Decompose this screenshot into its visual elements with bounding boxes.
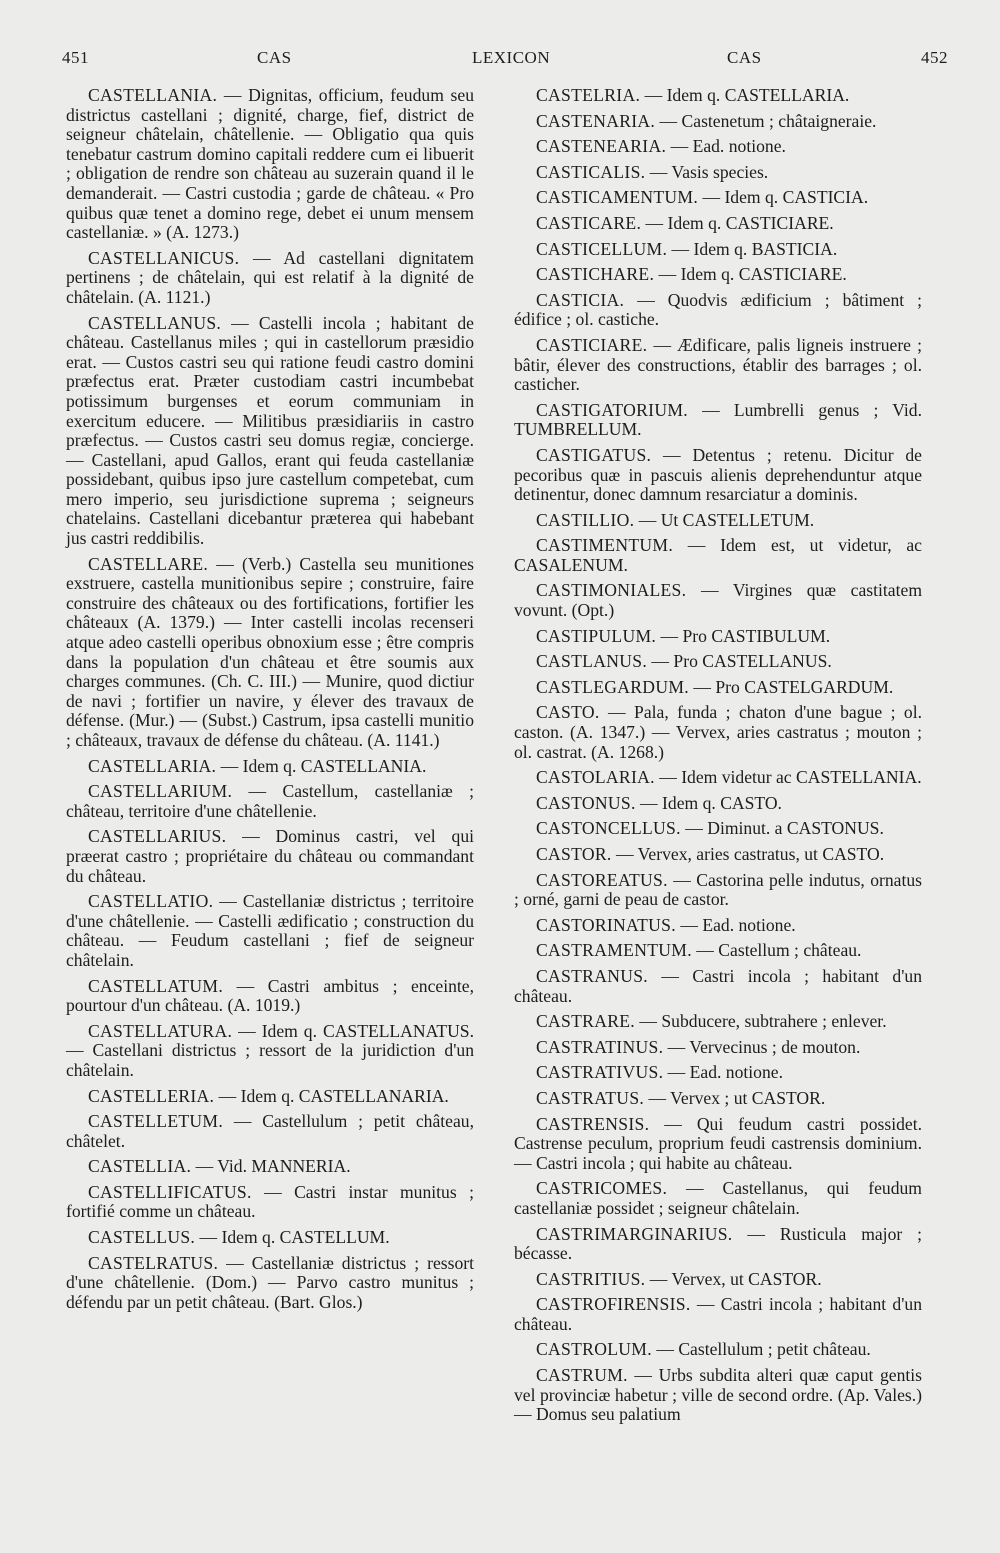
entry-headword: CASTELLUS. — [88, 1227, 196, 1248]
entry-definition: — Ead. notione. — [666, 136, 786, 157]
entry-definition: — Castellulum ; petit château. — [651, 1339, 871, 1360]
dictionary-entry — [514, 1270, 922, 1290]
entry-headword: CASTRUM. — [536, 1365, 628, 1386]
entry-definition: — Ead. notione. — [675, 914, 796, 935]
entry-headword: CASTELLARIUM. — [88, 781, 233, 802]
entry-headword: CASTELLIFICATUS. — [88, 1181, 252, 1202]
entry-headword: CASTIGATORIUM. — [536, 399, 688, 420]
dictionary-entry — [66, 1112, 474, 1151]
entry-definition: — Idem q. BASTICIA. — [667, 238, 838, 259]
entry-headword: CASTICIA. — [536, 289, 625, 310]
dictionary-entry — [514, 1340, 922, 1360]
dictionary-entry — [514, 845, 922, 865]
entry-headword: CASTRAMENTUM. — [536, 940, 692, 961]
entry-definition: — Vervex, ut CASTOR. — [645, 1268, 822, 1289]
entry-headword: CASTLEGARDUM. — [536, 676, 689, 697]
entry-definition: — Castri incola ; habitant d'un château. — [514, 965, 922, 1006]
entry-headword: CASTLANUS. — [536, 651, 648, 672]
entry-definition: — Quodvis ædificium ; bâtiment ; édifice ; ol. castiche. — [514, 289, 922, 330]
dictionary-entry — [514, 967, 922, 1006]
dictionary-entry — [66, 977, 474, 1016]
entry-headword: CASTELLETUM. — [88, 1111, 224, 1132]
entry-definition: — Idem q. CASTELLANATUS. — Castellani districtus ; ressort de la juridiction d'un châtelain. — [66, 1020, 474, 1080]
entry-headword: CASTELLIA. — [88, 1156, 192, 1177]
left-column — [66, 86, 474, 1318]
dictionary-entry — [66, 1254, 474, 1313]
entry-headword: CASTRIMARGINARIUS. — [536, 1223, 733, 1244]
entry-headword: CASTRATIVUS. — [536, 1062, 664, 1083]
entry-headword: CASTELLANUS. — [88, 312, 222, 333]
entry-definition: — Castenetum ; châtaigneraie. — [655, 110, 877, 131]
entry-definition: — Subducere, subtrahere ; enlever. — [635, 1011, 887, 1032]
entry-headword: CASTICELLUM. — [536, 238, 668, 259]
entry-definition: — Idem q. CASTELLARIA. — [640, 85, 850, 105]
dictionary-entry — [514, 916, 922, 936]
entry-headword: CASTELLATURA. — [88, 1020, 233, 1041]
entry-definition: — Rusticula major ; bécasse. — [514, 1223, 922, 1264]
entry-headword: CASTICIARE. — [536, 334, 648, 355]
dictionary-entry — [514, 703, 922, 762]
entry-definition: — Castri ambitus ; enceinte, pourtour d'un château. (A. 1019.) — [66, 975, 474, 1016]
entry-definition: — Idem q. CASTELLUM. — [195, 1227, 390, 1248]
entry-headword: CASTIMENTUM. — [536, 535, 674, 556]
dictionary-entry — [514, 265, 922, 285]
entry-headword: CASTICHARE. — [536, 264, 655, 285]
dictionary-entry — [514, 627, 922, 647]
entry-definition: — (Verb.) Castella seu munitiones exstruere, castella munitionibus sepire ; construire, faire construire des châteaux ou des fortifications, fortifier les châteaux (A. 1379.) — Inter castelli incolas recenseri atque adeo castelli operibus obnoxium esse ; être compris dans la population d'un château et être soumis aux charges communes. (Ch. C. III.) — Munire, quod dictiur de navi ; fortifier un navire, y élever des travaux de défense. (Mur.) — (Subst.) Castrum, ipsa castelli munitio ; châteaux, travaux de défense du château. (A. 1141.) — [66, 553, 474, 750]
dictionary-entry — [514, 511, 922, 531]
dictionary-entry — [514, 1179, 922, 1218]
entry-definition: — Idem est, ut videtur, ac CASALENUM. — [514, 535, 922, 575]
entry-headword: CASTRICOMES. — [536, 1178, 668, 1199]
entry-definition: — Virgines quæ castitatem vovunt. (Opt.) — [514, 580, 922, 621]
header-title: LEXICON — [472, 48, 551, 67]
entry-headword: CASTROLUM. — [536, 1339, 652, 1360]
entry-definition: — Castri instar munitus ; fortifié comme un château. — [66, 1181, 474, 1222]
entry-headword: CASTOR. — [536, 844, 612, 864]
dictionary-entry — [514, 291, 922, 330]
running-header — [62, 48, 948, 74]
dictionary-entry — [514, 768, 922, 788]
dictionary-entry — [514, 871, 922, 910]
entry-headword: CASTILLIO. — [536, 509, 635, 530]
guide-word-left: CAS — [257, 48, 292, 67]
entry-definition: — Pala, funda ; chaton d'une bague ; ol. caston. (A. 1347.) — Vervex, aries castratus ; mouton ; ol. castrat. (A. 1268.) — [514, 702, 922, 762]
dictionary-entry — [514, 1038, 922, 1058]
entry-definition: — Vervex, aries castratus, ut CASTO. — [611, 844, 885, 864]
entry-headword: CASTELLANIA. — [88, 85, 218, 105]
dictionary-entry — [514, 336, 922, 395]
dictionary-entry — [514, 188, 922, 208]
dictionary-entry — [66, 86, 474, 243]
entry-headword: CASTICALIS. — [536, 161, 646, 182]
entry-definition: — Idem q. CASTELLANARIA. — [214, 1085, 449, 1106]
entry-definition: — Ædificare, palis ligneis instruere ; bâtir, élever des constructions, établir des barrages ; ol. casticher. — [514, 334, 922, 395]
entry-headword: CASTO. — [536, 702, 600, 723]
entry-headword: CASTIPULUM. — [536, 625, 657, 646]
dictionary-entry — [514, 240, 922, 260]
dictionary-entry — [66, 892, 474, 970]
dictionary-entry — [514, 1366, 922, 1425]
entry-definition: — Castellum, castellaniæ ; château, territoire d'une châtellenie. — [66, 781, 474, 821]
dictionary-entry — [514, 112, 922, 132]
dictionary-entry — [66, 1087, 474, 1107]
entry-definition: — Vid. MANNERIA. — [191, 1156, 351, 1177]
entry-definition: — Idem videtur ac CASTELLANIA. — [654, 767, 922, 788]
entry-definition: — Castelli incola ; habitant de château. Castellanus miles ; qui in castellorum præsidio erat. — Custos castri seu qui ratione feudi castro domini præfectus erat. Præter custodiam castri incumbebat potissimum burgenses et eorum communiam in exercitum educere. — Militibus præsidiariis in castro præfectus. — Custos castri seu domus regiæ, concierge. — Castellani, apud Gallos, erant qui feuda castellaniæ possidebant, quibus ipso jure castellum competebat, cum mero imperio, seu jurisdictione suprema ; seigneurs chatelains. Castellani dicebantur præterea qui habebant jus castri reddibilis. — [66, 312, 474, 549]
entry-headword: CASTRATUS. — [536, 1087, 645, 1108]
entry-definition: — Vasis species. — [645, 161, 769, 182]
entry-definition: — Idem q. CASTELLANIA. — [216, 755, 427, 776]
entry-headword: CASTELLERIA. — [88, 1085, 215, 1106]
entry-definition: — Idem q. CASTICIA. — [698, 187, 869, 208]
entry-headword: CASTICAMENTUM. — [536, 187, 699, 208]
entry-definition: — Dignitas, officium, feudum seu districtus castellani ; dignité, charge, fief, district de seigneur châtelain, châtellenie. — Obligatio qua quis tenebatur castrum domino capitali reddere cum ei libuerit ; obligation de rendre son château au suzerain quand il le demanderait. — Castri custodia ; garde de château. « Pro quibus quæ tenet a domino rege, debet ei unum mensem castellaniæ. » (A. 1273.) — [66, 85, 474, 243]
entry-headword: CASTELLARE. — [88, 553, 209, 574]
dictionary-entry — [66, 827, 474, 886]
entry-definition: — Ad castellani dignitatem pertinens ; de châtelain, qui est relatif à la dignité de châtelain. (A. 1121.) — [66, 247, 474, 307]
entry-headword: CASTELRIA. — [536, 85, 641, 105]
entry-headword: CASTELLARIUS. — [88, 826, 227, 847]
dictionary-entry — [66, 1228, 474, 1248]
entry-headword: CASTENEARIA. — [536, 136, 667, 157]
entry-headword: CASTICARE. — [536, 212, 642, 233]
entry-definition: — Castellulum ; petit château, châtelet. — [66, 1111, 474, 1151]
entry-definition: — Detentus ; retenu. Dicitur de pecoribus quæ in pascuis alienis deprehenduntur atque detinentur, donec damnum resarciatur a dominis. — [514, 444, 922, 505]
entry-definition: — Vervecinus ; de mouton. — [663, 1036, 861, 1057]
dictionary-entry — [514, 1063, 922, 1083]
right-column — [514, 86, 922, 1431]
dictionary-entry — [514, 137, 922, 157]
entry-definition: — Idem q. CASTO. — [635, 792, 782, 813]
entry-definition: — Castellanus, qui feudum castellaniæ possidet ; seigneur châtelain. — [514, 1178, 922, 1218]
page-number-left: 451 — [62, 48, 89, 67]
entry-definition: — Ead. notione. — [663, 1062, 783, 1083]
dictionary-entry — [66, 555, 474, 751]
dictionary-entry — [66, 314, 474, 549]
dictionary-entry — [514, 581, 922, 620]
entry-definition: — Ut CASTELLETUM. — [634, 509, 815, 530]
dictionary-entry — [514, 163, 922, 183]
entry-headword: CASTOLARIA. — [536, 767, 655, 788]
dictionary-entry — [66, 782, 474, 821]
entry-headword: CASTOREATUS. — [536, 869, 668, 890]
entry-definition: — Pro CASTELLANUS. — [647, 651, 832, 672]
entry-headword: CASTONCELLUS. — [536, 818, 681, 839]
dictionary-entry — [66, 1022, 474, 1081]
dictionary-entry — [514, 214, 922, 234]
entry-definition: — Urbs subdita alteri quæ caput gentis vel provinciæ habetur ; ville de second ordre. (Ap. Vales.) — Domus seu palatium — [514, 1365, 922, 1425]
entry-headword: CASTRITIUS. — [536, 1268, 646, 1289]
entry-headword: CASTRANUS. — [536, 965, 649, 986]
entry-headword: CASTIGATUS. — [536, 444, 652, 465]
dictionary-entry — [514, 819, 922, 839]
dictionary-entry — [514, 86, 922, 106]
dictionary-entry — [514, 1012, 922, 1032]
entry-definition: — Castellaniæ districtus ; ressort d'une châtellenie. (Dom.) — Parvo castro munitus ; défendu par un petit château. (Bart. Glos.) — [66, 1252, 474, 1312]
entry-definition: — Castellum ; château. — [691, 940, 862, 961]
dictionary-entry — [514, 678, 922, 698]
entry-definition: — Lumbrelli genus ; Vid. TUMBRELLUM. — [514, 399, 922, 440]
entry-headword: CASTORINATUS. — [536, 914, 676, 935]
entry-definition: — Qui feudum castri possidet. Castrense peculum, proprium feudi castrensis dominium. — Castri incola ; qui habite au château. — [514, 1113, 922, 1173]
dictionary-entry — [514, 536, 922, 575]
entry-definition: — Idem q. CASTICIARE. — [654, 264, 847, 285]
entry-definition: — Castri incola ; habitant d'un château. — [514, 1294, 922, 1334]
dictionary-entry — [66, 249, 474, 308]
dictionary-entry — [66, 1157, 474, 1177]
entry-headword: CASTELLATIO. — [88, 891, 214, 912]
dictionary-entry — [514, 1089, 922, 1109]
dictionary-entry — [514, 1115, 922, 1174]
entry-definition: — Castellaniæ districtus ; territoire d'une châtellenie. — Castelli ædificatio ; construction du château. — Feudum castellani ; fief de seigneur châtelain. — [66, 891, 474, 970]
dictionary-entry — [514, 446, 922, 505]
entry-definition: — Dominus castri, vel qui præerat castro ; propriétaire du château ou commandant du château. — [66, 826, 474, 886]
dictionary-entry — [66, 1183, 474, 1222]
dictionary-entry — [514, 1295, 922, 1334]
entry-headword: CASTENARIA. — [536, 110, 656, 131]
entry-definition: — Castorina pelle indutus, ornatus ; orné, garni de peau de castor. — [514, 869, 922, 910]
entry-headword: CASTRARE. — [536, 1011, 635, 1032]
dictionary-entry — [514, 1225, 922, 1264]
entry-definition: — Diminut. a CASTONUS. — [680, 818, 884, 839]
dictionary-entry — [514, 794, 922, 814]
entry-headword: CASTELLARIA. — [88, 755, 217, 776]
entry-headword: CASTRENSIS. — [536, 1113, 650, 1134]
entry-headword: CASTONUS. — [536, 792, 636, 813]
entry-headword: CASTRATINUS. — [536, 1036, 664, 1057]
dictionary-entry — [514, 941, 922, 961]
entry-headword: CASTELLATUM. — [88, 975, 224, 996]
entry-headword: CASTROFIRENSIS. — [536, 1294, 691, 1315]
guide-word-right: CAS — [727, 48, 762, 67]
entry-headword: CASTELLANICUS. — [88, 247, 240, 268]
entry-headword: CASTELRATUS. — [88, 1252, 219, 1273]
entry-definition: — Pro CASTELGARDUM. — [688, 676, 894, 697]
dictionary-entry — [66, 757, 474, 777]
entry-definition: — Pro CASTIBULUM. — [656, 625, 831, 646]
entry-headword: CASTIMONIALES. — [536, 580, 687, 601]
entry-definition: — Idem q. CASTICIARE. — [641, 212, 834, 233]
dictionary-entry — [514, 652, 922, 672]
dictionary-entry — [514, 401, 922, 440]
page-number-right: 452 — [921, 48, 948, 67]
entry-definition: — Vervex ; ut CASTOR. — [644, 1087, 826, 1108]
